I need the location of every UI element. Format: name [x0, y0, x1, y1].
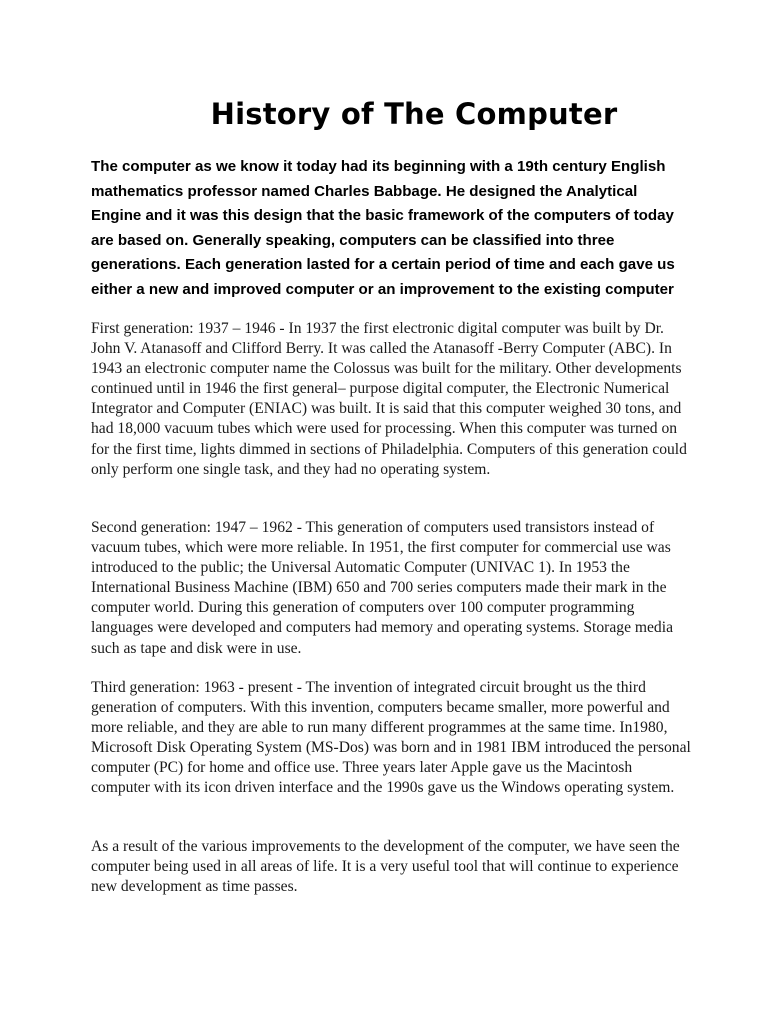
paragraph-second-generation: Second generation: 1947 – 1962 - This generation of computers used transistors instead of vacuum tubes, which were more reliable. In 1951, the first computer for commercial use was introduced to the public; the Universal Automatic Computer (UNIVAC 1). In 1953 the International Business Machine (IBM) 650 and 700 series computers made their mark in the computer world. During this generation of computers over 100 computer programming languages were developed and computers had memory and operating systems. Storage media such as tape and disk were in use.: [91, 519, 673, 657]
paragraph-third-generation: Third generation: 1963 - present - The invention of integrated circuit brought us the third generation of computers. With this invention, computers became smaller, more powerful and more reliable, and they are able to run many different programmes at the same time. In1980, Microsoft Disk Operating System (MS-Dos) was born and in 1981 IBM introduced the personal computer (PC) for home and office use. Three years later Apple gave us the Macintosh computer with its icon driven interface and the 1990s gave us the Windows operating system.: [91, 679, 691, 797]
intro-paragraph: The computer as we know it today had its beginning with a 19th century English mathematics professor named Charles Babbage. He designed the Analytical Engine and it was this design that the basic framework of the computers of today are based on. Generally speaking, computers can be classified into three generations. Each generation lasted for a certain period of time and each gave us either a new and improved computer or an improvement to the existing computer: [91, 158, 675, 298]
page-title: History of The Computer: [210, 97, 618, 131]
paragraph-conclusion: As a result of the various improvements to the development of the computer, we have seen the computer being used in all areas of life. It is a very useful tool that will continue to experience new development as time passes.: [91, 838, 680, 896]
paragraph-first-generation: First generation: 1937 – 1946 - In 1937 the first electronic digital computer was built by Dr. John V. Atanasoff and Clifford Berry. It was called the Atanasoff -Berry Computer (ABC). In 1943 an electronic computer name the Colossus was built for the military. Other developments continued until in 1946 the first general– purpose digital computer, the Electronic Numerical Integrator and Computer (ENIAC) was built. It is said that this computer weighed 30 tons, and had 18,000 vacuum tubes which were used for processing. When this computer was turned on for the first time, lights dimmed in sections of Philadelphia. Computers of this generation could only perform one single task, and they had no operating system.: [91, 320, 687, 478]
